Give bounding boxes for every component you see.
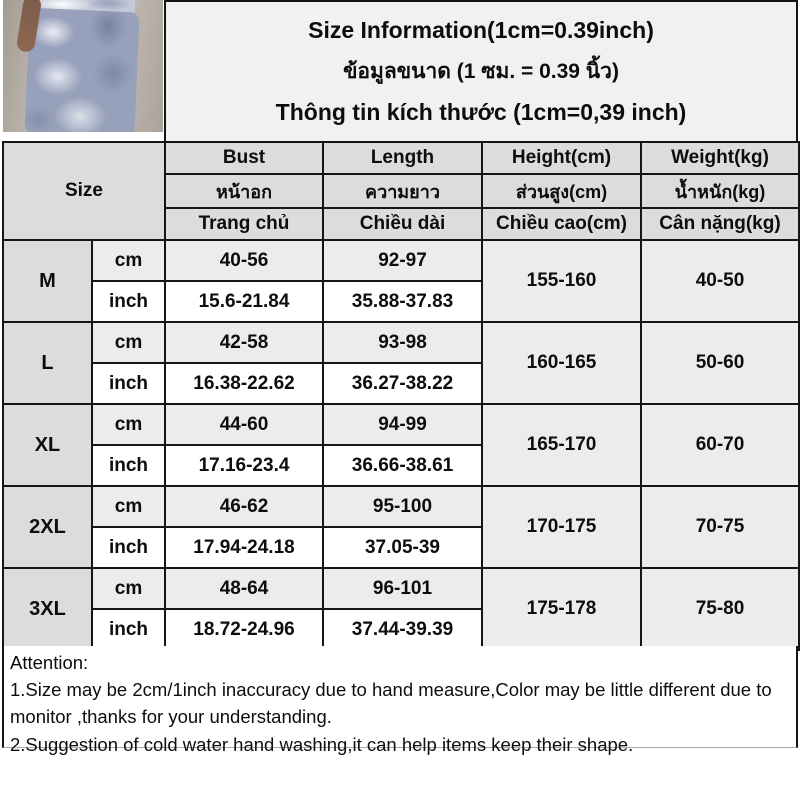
bust-cm-value: 40-56 — [165, 240, 323, 281]
header-length-th: ความยาว — [323, 174, 482, 208]
size-table — [2, 141, 800, 651]
weight-value: 60-70 — [641, 404, 799, 486]
header-size: Size — [3, 142, 165, 240]
height-value: 155-160 — [482, 240, 641, 322]
unit-label-inch: inch — [92, 609, 165, 650]
header-height-th: ส่วนสูง(cm) — [482, 174, 641, 208]
length-cm-value: 94-99 — [323, 404, 482, 445]
size-label: L — [3, 322, 92, 404]
unit-label-cm: cm — [92, 486, 165, 527]
table-row — [3, 404, 799, 445]
unit-label-cm: cm — [92, 240, 165, 281]
header-weight-vi: Cân nặng(kg) — [641, 208, 799, 240]
attention-heading: Attention: — [10, 652, 89, 673]
header-height-vi: Chiều cao(cm) — [482, 208, 641, 240]
length-cm-value: 93-98 — [323, 322, 482, 363]
length-cm-value: 96-101 — [323, 568, 482, 609]
length-inch-value: 37.05-39 — [323, 527, 482, 568]
table-row — [3, 568, 799, 609]
length-cm-value: 92-97 — [323, 240, 482, 281]
height-value: 170-175 — [482, 486, 641, 568]
attention-section — [2, 646, 798, 755]
header-weight-th: น้ำหนัก(kg) — [641, 174, 799, 208]
length-inch-value: 37.44-39.39 — [323, 609, 482, 650]
bust-cm-value: 46-62 — [165, 486, 323, 527]
header-length-en: Length — [323, 142, 482, 174]
table-row — [3, 322, 799, 363]
header-bust-en: Bust — [165, 142, 323, 174]
weight-value: 50-60 — [641, 322, 799, 404]
bust-cm-value: 44-60 — [165, 404, 323, 445]
attention-note-1: 1.Size may be 2cm/1inch inaccuracy due to hand measure,Color may be little different due to monitor ,thanks for your understanding. — [10, 679, 772, 728]
height-value: 160-165 — [482, 322, 641, 404]
header-weight-en: Weight(kg) — [641, 142, 799, 174]
size-label: 3XL — [3, 568, 92, 650]
product-photo — [0, 0, 165, 141]
header-bust-th: หน้าอก — [165, 174, 323, 208]
length-cm-value: 95-100 — [323, 486, 482, 527]
length-inch-value: 36.66-38.61 — [323, 445, 482, 486]
tie-dye-pants-image — [24, 8, 140, 132]
table-row — [3, 240, 799, 281]
unit-label-inch: inch — [92, 527, 165, 568]
size-label: M — [3, 240, 92, 322]
size-label: XL — [3, 404, 92, 486]
header-height-en: Height(cm) — [482, 142, 641, 174]
photo-wall-background — [3, 0, 163, 132]
length-inch-value: 35.88-37.83 — [323, 281, 482, 322]
unit-label-inch: inch — [92, 363, 165, 404]
unit-label-inch: inch — [92, 445, 165, 486]
title-english: Size Information(1cm=0.39inch) — [308, 17, 654, 43]
weight-value: 75-80 — [641, 568, 799, 650]
size-label: 2XL — [3, 486, 92, 568]
title-block — [164, 0, 798, 141]
bust-inch-value: 18.72-24.96 — [165, 609, 323, 650]
bust-inch-value: 17.94-24.18 — [165, 527, 323, 568]
length-inch-value: 36.27-38.22 — [323, 363, 482, 404]
unit-label-inch: inch — [92, 281, 165, 322]
bust-cm-value: 48-64 — [165, 568, 323, 609]
bust-inch-value: 15.6-21.84 — [165, 281, 323, 322]
unit-label-cm: cm — [92, 404, 165, 445]
bust-inch-value: 16.38-22.62 — [165, 363, 323, 404]
title-vietnamese: Thông tin kích thước (1cm=0,39 inch) — [275, 99, 687, 125]
attention-note-2: 2.Suggestion of cold water hand washing,it can help items keep their shape. — [10, 733, 634, 755]
bust-cm-value: 42-58 — [165, 322, 323, 363]
bust-inch-value: 17.16-23.4 — [165, 445, 323, 486]
weight-value: 70-75 — [641, 486, 799, 568]
weight-value: 40-50 — [641, 240, 799, 322]
header-length-vi: Chiều dài — [323, 208, 482, 240]
height-value: 165-170 — [482, 404, 641, 486]
header-bust-vi: Trang chủ — [165, 208, 323, 240]
table-row — [3, 486, 799, 527]
height-value: 175-178 — [482, 568, 641, 650]
title-thai: ข้อมูลขนาด (1 ซม. = 0.39 นิ้ว) — [343, 60, 619, 83]
unit-label-cm: cm — [92, 322, 165, 363]
unit-label-cm: cm — [92, 568, 165, 609]
